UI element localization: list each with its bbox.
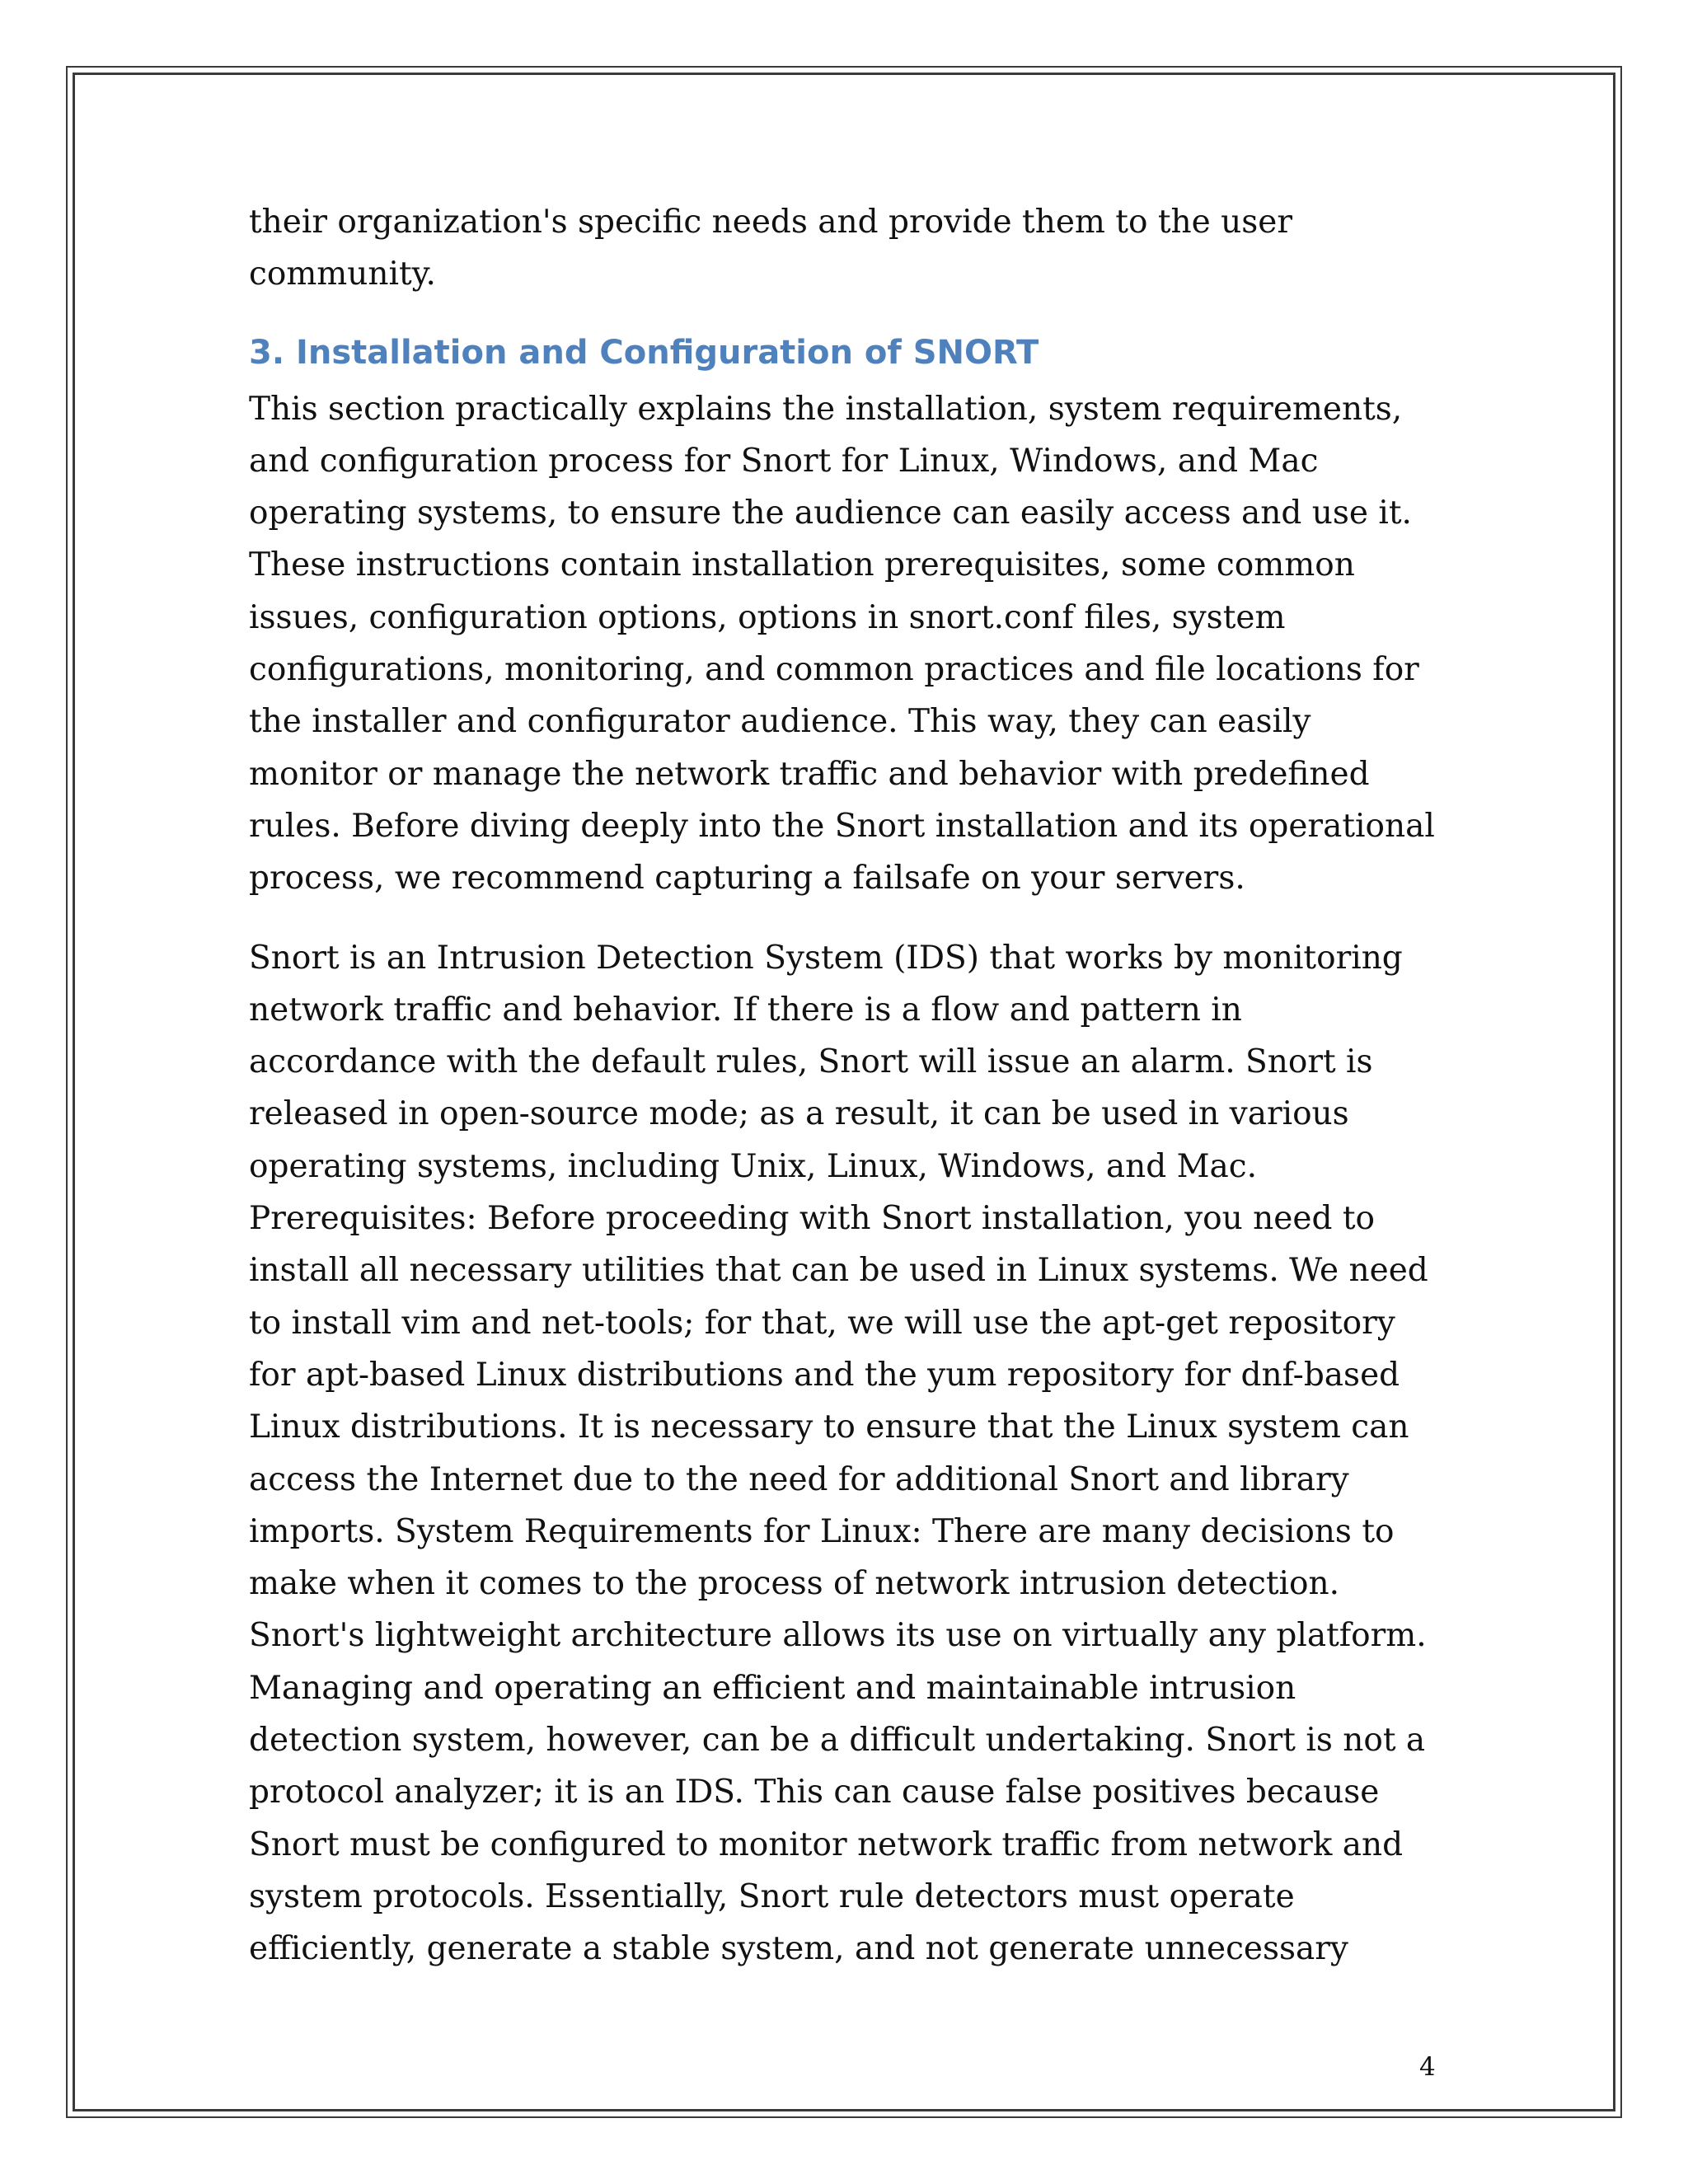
text-line: accordance with the default rules, Snort will issue an alarm. Snort is [249, 1043, 1373, 1081]
text-line: Prerequisites: Before proceeding with Snort installation, you need to [249, 1200, 1375, 1238]
text-line: These instructions contain installation prerequisites, some common [249, 546, 1355, 584]
text-line: issues, configuration options, options in snort.conf files, system [249, 598, 1286, 636]
text-line: system protocols. Essentially, Snort rule detectors must operate [249, 1877, 1295, 1915]
text-line: make when it comes to the process of network intrusion detection. [249, 1565, 1340, 1603]
text-line: This section practically explains the installation, system requirements, [249, 390, 1403, 428]
text-line: network traffic and behavior. If there is a flow and pattern in [249, 991, 1242, 1029]
paragraph-spacer [249, 905, 1452, 932]
text-line: Snort's lightweight architecture allows its use on virtually any platform. [249, 1617, 1427, 1655]
text-line: configurations, monitoring, and common practices and file locations for [249, 651, 1419, 689]
page-number: 4 [1419, 2052, 1436, 2082]
text-line: install all necessary utilities that can be used in Linux systems. We need [249, 1252, 1428, 1290]
text-line: efficiently, generate a stable system, and not generate unnecessary [249, 1930, 1348, 1968]
text-line: Snort is an Intrusion Detection System (IDS) that works by monitoring [249, 939, 1403, 977]
text-line: detection system, however, can be a difficult undertaking. Snort is not a [249, 1722, 1426, 1760]
text-line: operating systems, to ensure the audience can easily access and use it. [249, 494, 1412, 532]
page-content [249, 196, 1452, 1975]
text-line: monitor or manage the network traffic and behavior with predefined [249, 755, 1370, 793]
text-line: Snort must be configured to monitor network traffic from network and [249, 1825, 1404, 1863]
text-line: operating systems, including Unix, Linux, Windows, and Mac. [249, 1147, 1258, 1185]
text-line: their organization's specific needs and provide them to the user [249, 204, 1292, 241]
text-line: Managing and operating an efficient and maintainable intrusion [249, 1669, 1296, 1707]
text-line: process, we recommend capturing a failsafe on your servers. [249, 860, 1245, 898]
text-line: released in open-source mode; as a result, it can be used in various [249, 1095, 1349, 1133]
paragraph-1 [249, 383, 1452, 905]
text-line: for apt-based Linux distributions and the yum repository for dnf-based [249, 1356, 1400, 1394]
paragraph-2 [249, 932, 1452, 1975]
text-line: and configuration process for Snort for Linux, Windows, and Mac [249, 442, 1319, 480]
intro-paragraph [249, 196, 1452, 301]
text-line: the installer and configurator audience. This way, they can easily [249, 703, 1311, 741]
text-line: Linux distributions. It is necessary to ensure that the Linux system can [249, 1408, 1409, 1446]
text-line: community. [249, 255, 436, 293]
section-heading: 3. Installation and Configuration of SNORT [249, 333, 1039, 372]
text-line: to install vim and net-tools; for that, we will use the apt-get repository [249, 1304, 1395, 1342]
text-line: rules. Before diving deeply into the Snort installation and its operational [249, 807, 1435, 845]
text-line: access the Internet due to the need for additional Snort and library [249, 1460, 1349, 1498]
text-line: imports. System Requirements for Linux: There are many decisions to [249, 1512, 1395, 1550]
text-line: protocol analyzer; it is an IDS. This can cause false positives because [249, 1774, 1380, 1811]
